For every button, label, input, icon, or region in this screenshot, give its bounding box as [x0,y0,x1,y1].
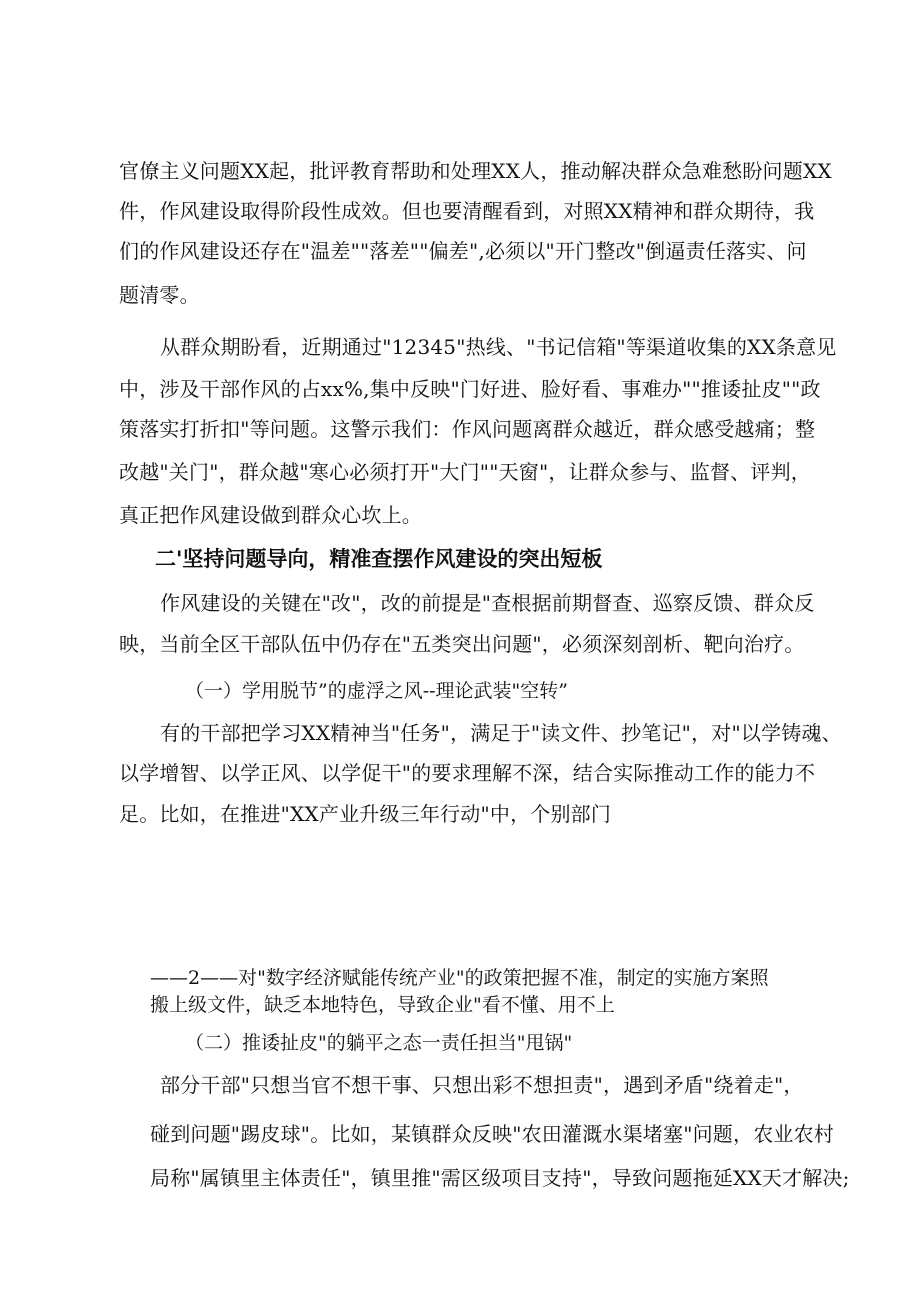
subsection-1-line-2: 以学增智、以学正风、以学促干"的要求理解不深，结合实际推动工作的能力不 [119,761,816,785]
paragraph-2-line-5: 真正把作风建设做到群众心坎上。 [119,503,422,527]
paragraph-1-line-3: 们的作风建设还存在"温差""落差""偏差",必须以"开门整改"倒逼责任落实、问 [119,239,807,263]
subsection-2-title: （二）推诿扯皮"的躺平之态一责任担当"甩锅" [185,1032,573,1054]
paragraph-1-line-2: 件，作风建设取得阶段性成效。但也要清醒看到，对照XX精神和群众期待，我 [119,199,815,223]
paragraph-2-line-1: 从群众期盼看，近期通过"12345"热线、"书记信箱"等渠道收集的XX条意见 [160,335,837,359]
paragraph-1-line-4: 题清零。 [119,283,200,307]
subsection-1-title: （一）学用脱节”的虚浮之风--理论武装"空转” [185,680,569,702]
section-intro-line-2: 映，当前全区干部队伍中仍存在"五类突出问题"，必须深刻剖析、靶向治疗。 [119,632,805,656]
page-marker-line-1: ——2——对"数字经济赋能传统产业"的政策把握不准，制定的实施方案照 [150,967,769,989]
paragraph-2-line-2: 中，涉及干部作风的占xx%,集中反映"门好进、脸好看、事难办""推诿扯皮""政 [119,377,821,401]
section-heading: 二'坚持问题导向，精准查摆作风建设的突出短板 [155,547,603,571]
subsection-2-line-3: 局称"属镇里主体责任"，镇里推"需区级项目支持"，导致问题拖延XX天才解决; [150,1166,850,1190]
subsection-1-line-3: 足。比如，在推进"XX产业升级三年行动"中，个别部门 [119,802,612,826]
paragraph-2-line-3: 策落实打折扣"等问题。这警示我们：作风问题离群众越近，群众感受越痛；整 [119,417,816,441]
subsection-2-line-2: 碰到问题"踢皮球"。比如，某镇群众反映"农田灌溉水渠堵塞"问题，农业农村 [150,1122,834,1146]
subsection-2-line-1: 部分干部"只想当官不想干事、只想出彩不想担责"，遇到矛盾"绕着走"， [160,1073,804,1097]
subsection-1-line-1: 有的干部把学习XX精神当"任务"，满足于"读文件、抄笔记"，对"以学铸魂、 [160,721,842,745]
paragraph-2-line-4: 改越"关门"，群众越"寒心必须打开"大门""天窗"，让群众参与、监督、评判， [119,460,811,484]
page-marker-line-2: 搬上级文件，缺乏本地特色，导致企业"看不懂、用不上 [150,994,615,1016]
section-intro-line-1: 作风建设的关键在"改"，改的前提是"查根据前期督查、巡察反馈、群众反 [160,591,815,615]
paragraph-1-line-1: 官僚主义问题XX起，批评教育帮助和处理XX人，推动解决群众急难愁盼问题XX [119,159,832,183]
